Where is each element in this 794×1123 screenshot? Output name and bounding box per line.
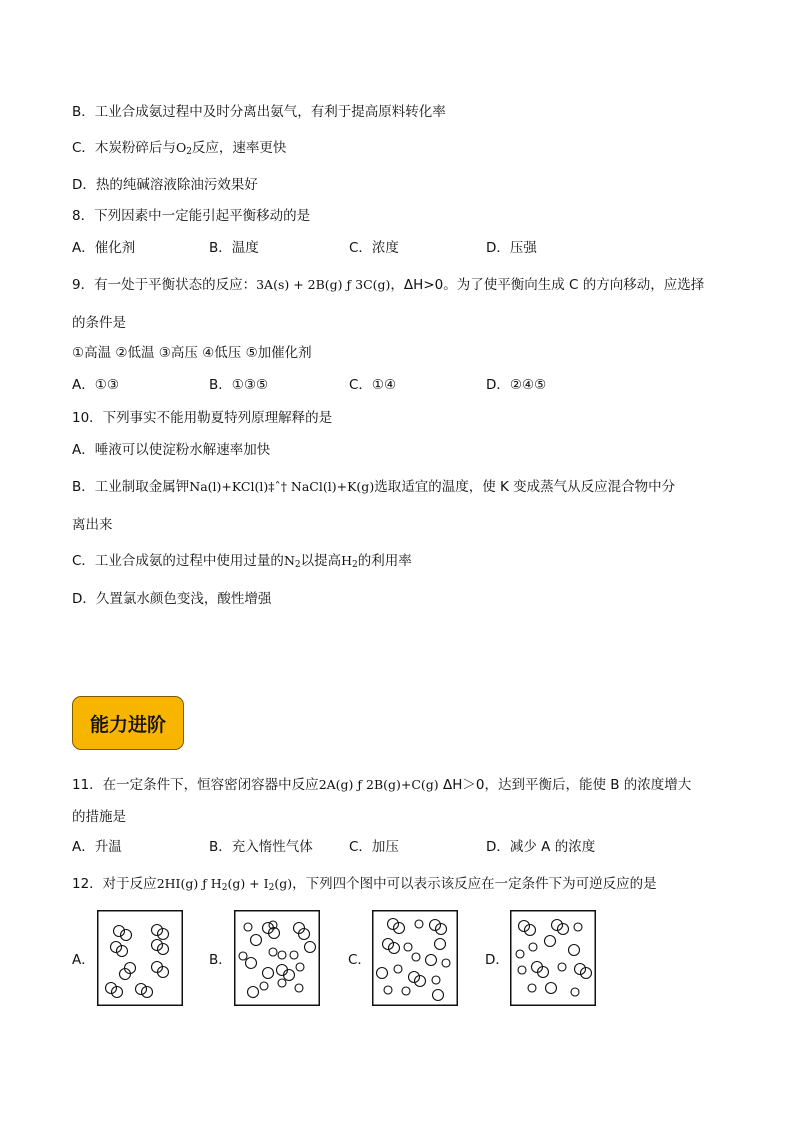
- molecule-diagram-b: [234, 910, 320, 1006]
- q11-stem-pre: 11．在一定条件下，恒容密闭容器中反应: [72, 777, 319, 793]
- q10-option-b-line2: 离出来: [72, 517, 113, 533]
- q8-option-a: A．催化剂: [72, 240, 136, 256]
- q12-equation: 2HI(g) ƒ $H_2(g) + I_2(g)$: [156, 876, 293, 893]
- figure-label-d: D．: [485, 952, 509, 968]
- q12-stem-post: ，下列四个图中可以表示该反应在一定条件下为可逆反应的是: [292, 876, 657, 892]
- q9-stem: [72, 275, 704, 295]
- q9-stem-post: ，ΔH>0。为了使平衡向生成 C 的方向移动，应选择: [390, 277, 705, 293]
- q9-option-d: D．②④⑤: [486, 377, 547, 393]
- q9-option-b: B．①③⑤: [209, 377, 269, 393]
- q9-option-a: A．①③: [72, 377, 119, 393]
- q11-options: [72, 837, 595, 857]
- q10-option-c-mid: 以提高: [300, 553, 342, 569]
- q12-stem: [72, 874, 657, 898]
- q8-option-d: D．压强: [486, 240, 537, 256]
- q7-option-b: B．工业合成氨过程中及时分离出氨气，有利于提高原料转化率: [72, 104, 446, 120]
- figure-label-b: B．: [209, 952, 232, 968]
- q11-option-a: A．升温: [72, 839, 122, 855]
- o2-formula: $O_2$: [175, 140, 192, 157]
- q12-stem-pre: 12．对于反应: [72, 876, 157, 892]
- molecule-diagram-d: [510, 910, 596, 1006]
- q11-equation: 2A(g) ƒ 2B(g)+C(g): [318, 777, 439, 792]
- q10-option-b-post: 选取适宜的温度，使 K 变成蒸气从反应混合物中分: [374, 479, 676, 495]
- q10-option-c-pre: C．工业合成氨的过程中使用过量的: [72, 553, 284, 569]
- q10-option-b: [72, 477, 675, 497]
- q9-conditions: ①高温 ②低温 ③高压 ④低压 ⑤加催化剂: [72, 345, 312, 361]
- q8-option-b: B．温度: [209, 240, 259, 256]
- q10-option-c-post: 的利用率: [357, 553, 412, 569]
- q11-option-b: B．充入惰性气体: [209, 839, 313, 855]
- molecule-diagram-a: [97, 910, 183, 1006]
- q10-option-c: [72, 551, 412, 575]
- q10-option-a: A．唾液可以使淀粉水解速率加快: [72, 442, 271, 458]
- q9-stem-line2: 的条件是: [72, 315, 126, 331]
- q11-option-c: C．加压: [349, 839, 399, 855]
- q11-stem-post: ΔH＞0，达到平衡后，能使 B 的浓度增大: [438, 777, 692, 793]
- q10-stem: 10．下列事实不能用勒夏特列原理解释的是: [72, 410, 333, 426]
- q9-option-c: C．①④: [349, 377, 397, 393]
- section-title: 能力进阶: [89, 713, 166, 736]
- q9-stem-pre: 9．有一处于平衡状态的反应：: [72, 277, 257, 293]
- q8-options: [72, 238, 537, 258]
- figure-label-a: A．: [72, 952, 95, 968]
- q10-option-d: D．久置氯水颜色变浅，酸性增强: [72, 591, 272, 607]
- q10-option-b-pre: B．工业制取金属钾: [72, 479, 190, 495]
- n2-formula: $N_2$: [283, 553, 301, 570]
- q8-option-c: C．浓度: [349, 240, 399, 256]
- q11-stem-line2: 的措施是: [72, 809, 126, 825]
- q7-option-d: D．热的纯碱溶液除油污效果好: [72, 177, 258, 193]
- section-badge: [72, 696, 184, 750]
- figure-label-c: C．: [348, 952, 371, 968]
- h2-formula: $H_2$: [341, 553, 358, 570]
- q11-stem: [72, 775, 691, 795]
- q9-options: [72, 375, 546, 395]
- q7-option-c-post: 反应，速率更快: [191, 140, 287, 156]
- q7-option-c: [72, 138, 286, 162]
- molecule-diagram-c: [372, 910, 458, 1006]
- q9-equation: 3A(s) + 2B(g) ƒ 3C(g): [256, 277, 391, 292]
- q8-stem: 8．下列因素中一定能引起平衡移动的是: [72, 208, 311, 224]
- q7-option-c-pre: C．木炭粉碎后与: [72, 140, 176, 156]
- q10-option-b-equation: Na(l)+KCl(l)‡ˆ† NaCl(l)+K(g): [189, 479, 375, 494]
- q11-option-d: D．减少 A 的浓度: [486, 839, 596, 855]
